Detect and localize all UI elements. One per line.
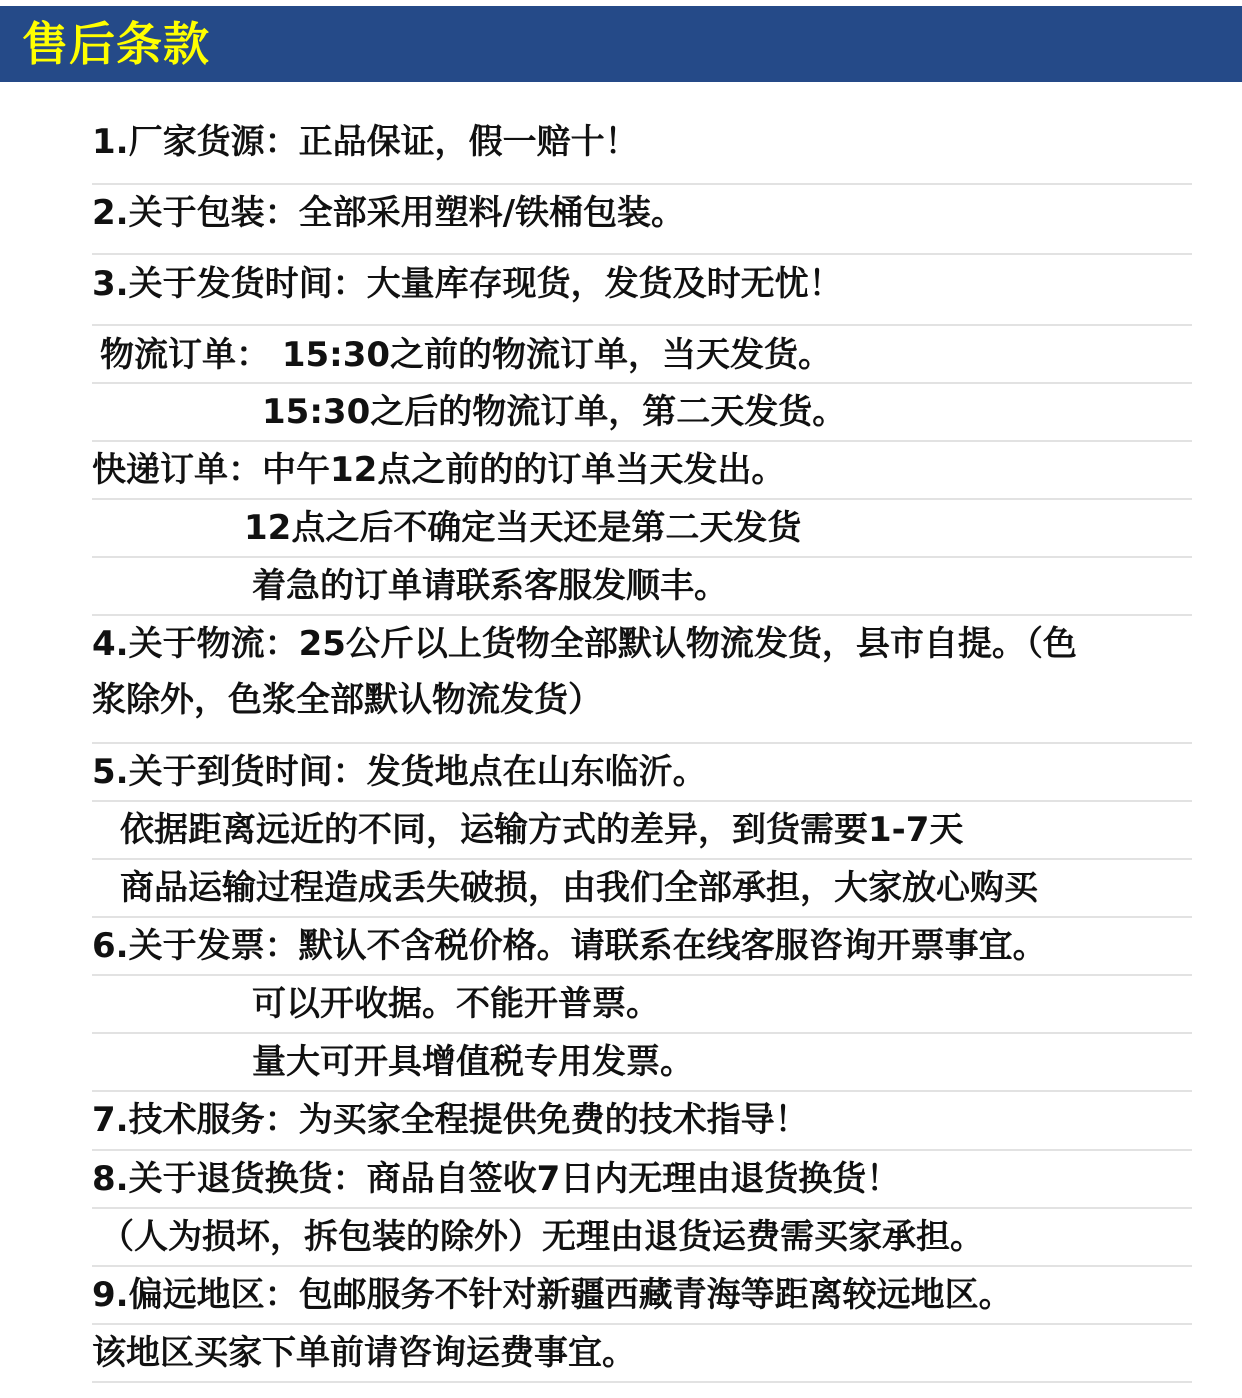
divider: [92, 858, 1192, 860]
term-line-6-receipt: 可以开收据。不能开普票。: [252, 984, 660, 1024]
term-line-6: 6.关于发票：默认不含税价格。请联系在线客服咨询开票事宜。: [92, 926, 1047, 966]
term-line-5-damage: 商品运输过程造成丢失破损，由我们全部承担，大家放心购买: [120, 868, 1038, 908]
term-line-8-exception: （人为损坏，拆包装的除外）无理由退货运费需买家承担。: [100, 1217, 984, 1257]
divider: [92, 498, 1192, 500]
page-title: 售后条款: [22, 17, 210, 71]
divider: [92, 1032, 1192, 1034]
divider: [92, 974, 1192, 976]
term-line-9: 9.偏远地区：包邮服务不针对新疆西藏青海等距离较远地区。: [92, 1275, 1013, 1315]
divider: [92, 1265, 1192, 1267]
divider: [92, 1381, 1192, 1383]
term-line-7: 7.技术服务：为买家全程提供免费的技术指导！: [92, 1100, 809, 1140]
divider: [92, 916, 1192, 918]
divider: [92, 1090, 1192, 1092]
term-line-3: 3.关于发货时间：大量库存现货，发货及时无忧！: [92, 264, 843, 304]
term-line-6-vat: 量大可开具增值税专用发票。: [252, 1042, 694, 1082]
divider: [92, 324, 1192, 326]
divider: [92, 440, 1192, 442]
divider: [92, 1149, 1192, 1151]
term-line-1: 1.厂家货源：正品保证，假一赔十！: [92, 122, 639, 162]
term-line-4-cont: 浆除外，色浆全部默认物流发货）: [92, 680, 602, 720]
divider: [92, 614, 1192, 616]
divider: [92, 1323, 1192, 1325]
divider: [92, 556, 1192, 558]
term-line-5: 5.关于到货时间：发货地点在山东临沂。: [92, 752, 707, 792]
divider: [92, 800, 1192, 802]
term-line-logistics-order: 物流订单： 15:30之前的物流订单，当天发货。: [100, 335, 833, 375]
term-line-express-order: 快递订单：中午12点之前的的订单当天发出。: [92, 450, 786, 490]
divider: [92, 253, 1192, 255]
term-line-logistics-after: 15:30之后的物流订单，第二天发货。: [262, 392, 847, 432]
term-line-5-distance: 依据距离远近的不同，运输方式的差异，到货需要1-7天: [120, 810, 964, 850]
divider: [92, 183, 1192, 185]
divider: [92, 382, 1192, 384]
term-line-express-urgent: 着急的订单请联系客服发顺丰。: [252, 566, 728, 606]
term-line-2: 2.关于包装：全部采用塑料/铁桶包装。: [92, 193, 685, 233]
divider: [92, 1207, 1192, 1209]
term-line-8: 8.关于退货换货：商品自签收7日内无理由退货换货！: [92, 1159, 901, 1199]
term-line-express-after: 12点之后不确定当天还是第二天发货: [244, 508, 802, 548]
divider: [92, 742, 1192, 744]
term-line-9-cont: 该地区买家下单前请咨询运费事宜。: [92, 1333, 636, 1373]
term-line-4: 4.关于物流：25公斤以上货物全部默认物流发货，县市自提。（色: [92, 624, 1077, 664]
